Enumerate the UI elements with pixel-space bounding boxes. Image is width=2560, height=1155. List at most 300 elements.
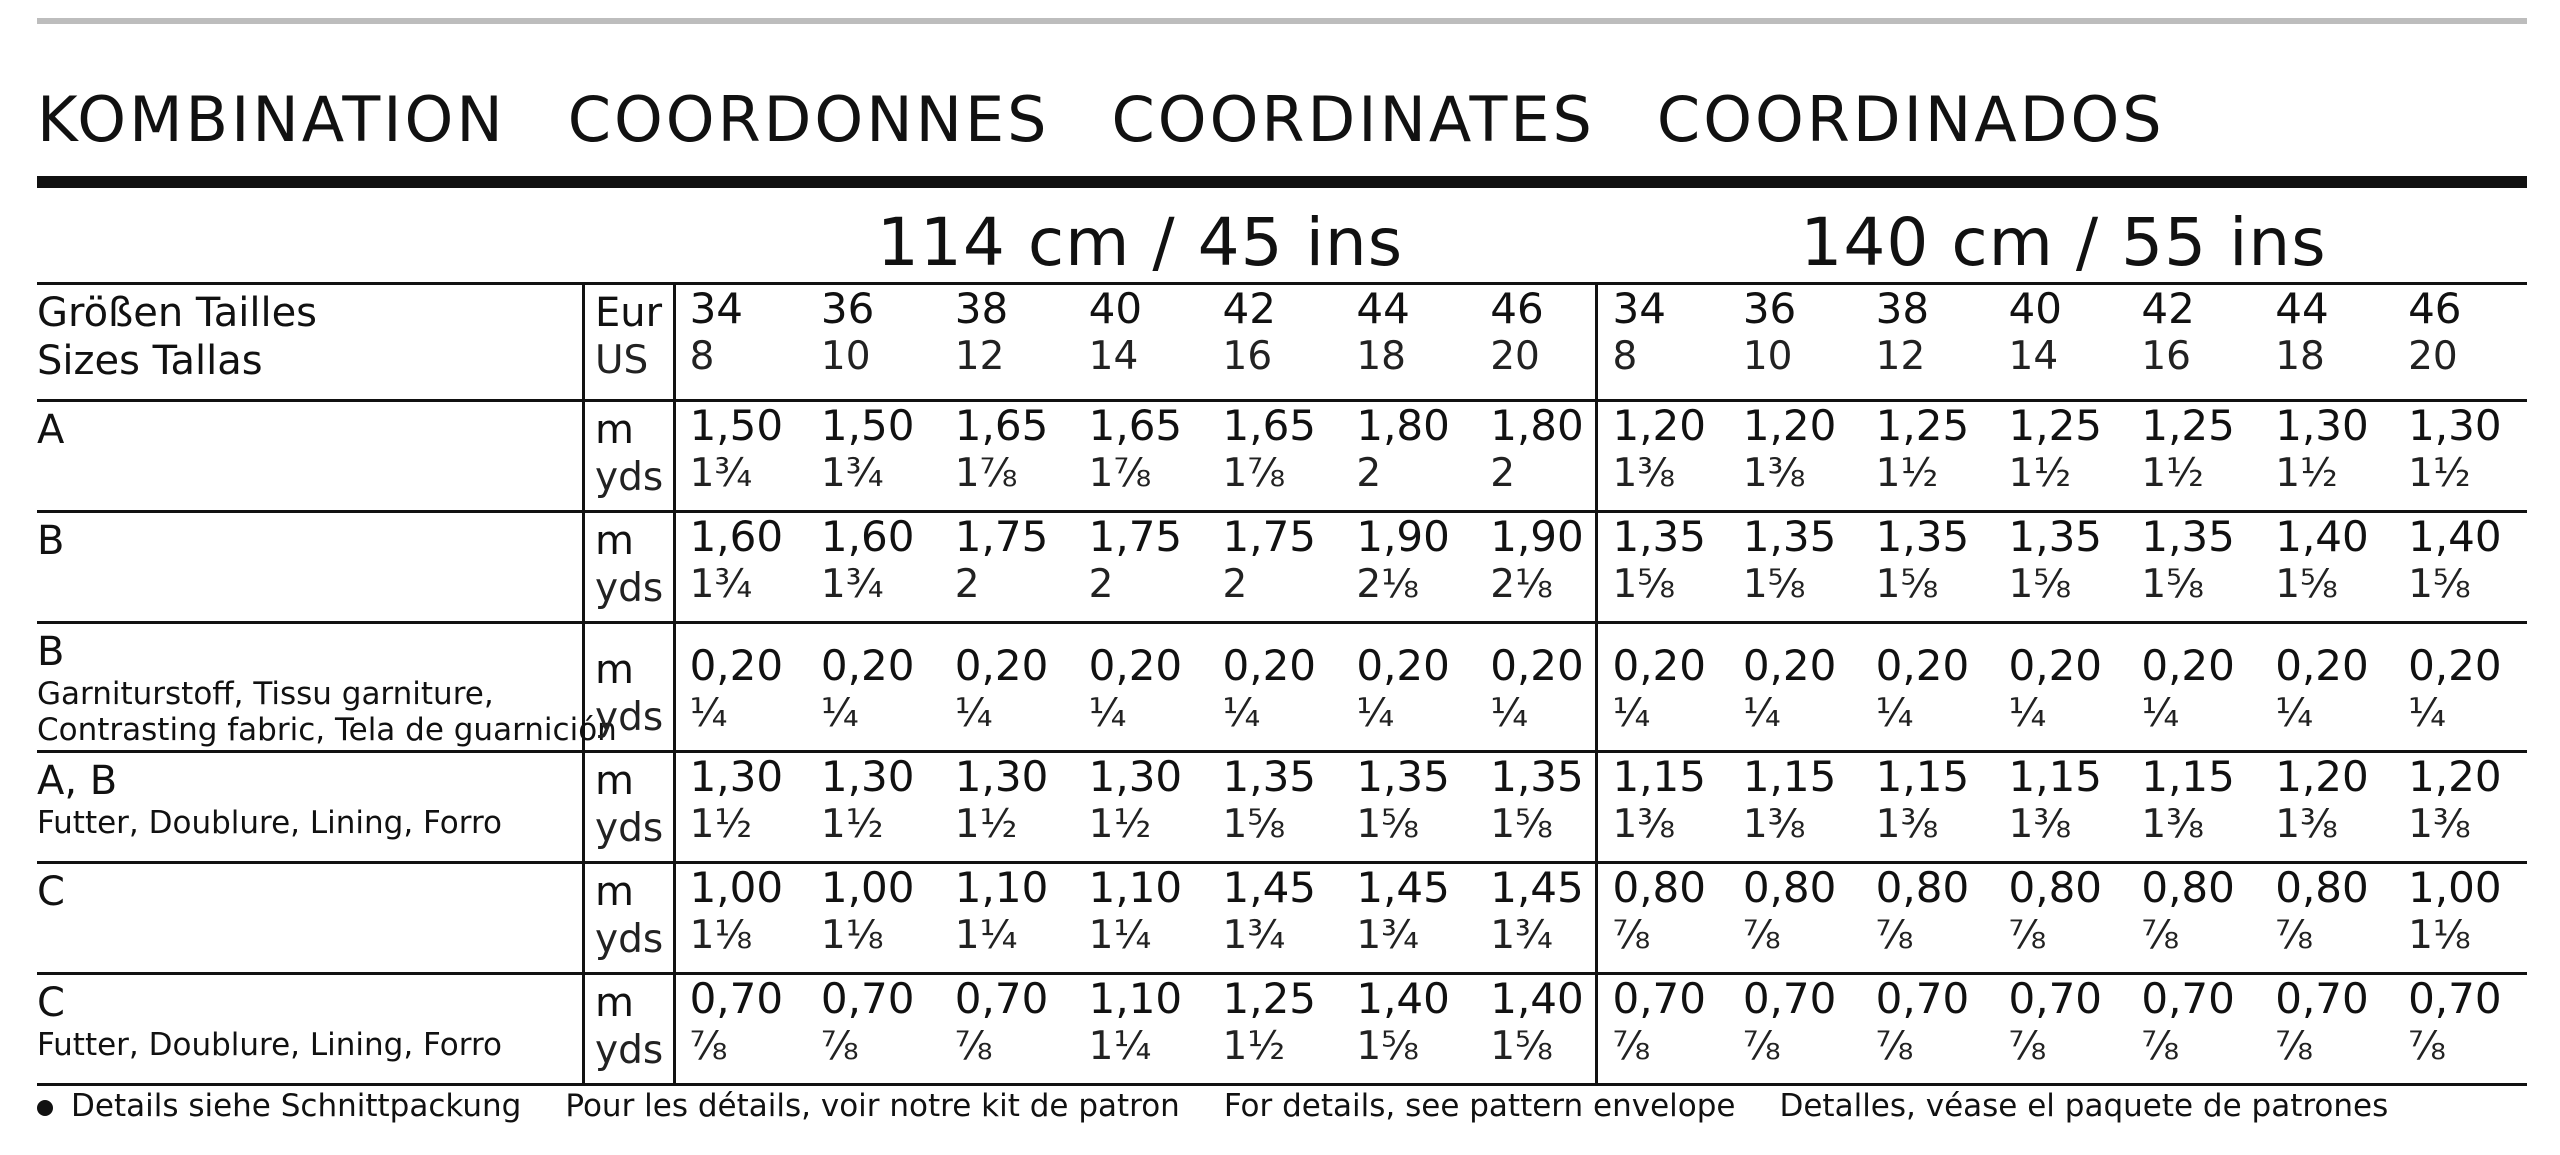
- yards-value: 2: [1088, 562, 1114, 607]
- yards-value: 1¼: [954, 913, 1018, 958]
- view-label: A, B: [37, 758, 118, 804]
- yards-value: 1¾: [689, 451, 753, 496]
- meters-value: 1,10: [1088, 974, 1183, 1023]
- meters-value: 1,65: [1222, 401, 1317, 450]
- size-cell: [2127, 284, 2261, 401]
- size-cell: [941, 284, 1075, 401]
- yardage-cell: [1862, 974, 1995, 1085]
- fabric-row-label: [37, 863, 584, 974]
- yardage-cell: [1075, 623, 1209, 752]
- yardage-cell: [2127, 401, 2261, 512]
- meters-value: 1,50: [820, 401, 915, 450]
- size-us: 18: [2275, 334, 2325, 379]
- yards-value: ⅞: [2141, 913, 2180, 958]
- yards-value: ¼: [1088, 691, 1127, 736]
- size-us: 10: [820, 334, 871, 379]
- fabric-type-label-2: Contrasting fabric, Tela de guarnición: [37, 712, 617, 748]
- fabric-row: [37, 512, 2527, 623]
- footer-note-fr: Pour les détails, voir notre kit de patron: [565, 1088, 1180, 1124]
- size-eur: 38: [1875, 284, 1930, 333]
- meters-value: 0,70: [2141, 974, 2235, 1023]
- yards-value: ¼: [689, 691, 728, 736]
- meters-value: 0,20: [1088, 641, 1183, 690]
- unit-us: US: [595, 338, 649, 383]
- fabric-row: [37, 401, 2527, 512]
- meters-value: 0,70: [954, 974, 1049, 1023]
- yardage-cell: [941, 401, 1075, 512]
- yardage-cell: [1476, 623, 1597, 752]
- yardage-cell: [807, 401, 941, 512]
- meters-value: 0,20: [1356, 641, 1450, 690]
- yardage-cell: [2127, 974, 2261, 1085]
- meters-value: 1,30: [2408, 401, 2502, 450]
- yards-value: 1⅜: [2008, 802, 2072, 847]
- title-french: COORDONNES: [567, 83, 1050, 156]
- yards-value: 1½: [1088, 802, 1152, 847]
- size-us: 12: [954, 334, 1005, 379]
- meters-value: 1,30: [820, 752, 915, 801]
- yardage-cell: [2127, 623, 2261, 752]
- yardage-cell: [1862, 512, 1995, 623]
- view-label: B: [37, 518, 65, 564]
- size-eur: 34: [1612, 284, 1666, 333]
- yardage-cell: [2261, 401, 2394, 512]
- size-us: 10: [1742, 334, 1793, 379]
- yards-value: 1¾: [1356, 913, 1419, 958]
- meters-value: 0,70: [820, 974, 915, 1023]
- yardage-cell: [2261, 863, 2394, 974]
- yards-value: 1¾: [820, 562, 884, 607]
- meters-value: 0,20: [1222, 641, 1317, 690]
- size-eur: 36: [820, 284, 875, 333]
- yards-value: 2: [1222, 562, 1248, 607]
- yardage-cell: [1209, 752, 1343, 863]
- yards-value: 1¼: [1088, 913, 1152, 958]
- yardage-cell: [1342, 512, 1476, 623]
- meters-value: 1,20: [2275, 752, 2369, 801]
- yards-value: ⅞: [1742, 913, 1781, 958]
- meters-value: 1,20: [1742, 401, 1837, 450]
- meters-value: 1,90: [1490, 512, 1584, 561]
- fabric-width-140: 140 cm / 55 ins: [1800, 204, 2327, 281]
- meters-value: 0,70: [2408, 974, 2502, 1023]
- size-cell: [2394, 284, 2527, 401]
- unit-m: m: [595, 869, 634, 915]
- yardage-cell: [2394, 512, 2527, 623]
- yards-value: 1⅝: [1490, 1024, 1553, 1069]
- yards-value: ⅞: [1742, 1024, 1781, 1069]
- size-eur: 42: [2141, 284, 2195, 333]
- size-eur: 44: [1356, 284, 1410, 333]
- meters-value: 0,20: [2008, 641, 2103, 690]
- yardage-cell: [1342, 401, 1476, 512]
- yards-value: 1⅛: [689, 913, 753, 958]
- unit-m: m: [595, 980, 634, 1026]
- yardage-cell: [1476, 401, 1597, 512]
- yardage-cell: [1597, 623, 1729, 752]
- yards-value: 1½: [2408, 451, 2471, 496]
- yardage-cell: [2261, 752, 2394, 863]
- yards-value: 2: [954, 562, 980, 607]
- meters-value: 0,20: [2408, 641, 2502, 690]
- yards-value: ⅞: [689, 1024, 728, 1069]
- yardage-cell: [941, 974, 1075, 1085]
- yards-value: ¼: [2408, 691, 2446, 736]
- yards-value: ¼: [1742, 691, 1781, 736]
- meters-value: 1,45: [1222, 863, 1317, 912]
- fabric-row: [37, 752, 2527, 863]
- unit-yds: yds: [595, 917, 664, 962]
- yardage-cell: [1729, 623, 1862, 752]
- meters-value: 0,80: [2008, 863, 2103, 912]
- size-eur: 44: [2275, 284, 2329, 333]
- unit-cell: [584, 863, 675, 974]
- yardage-cell: [1995, 512, 2128, 623]
- yards-value: 1½: [954, 802, 1018, 847]
- yards-value: ¼: [1356, 691, 1395, 736]
- size-cell: [1476, 284, 1597, 401]
- yardage-cell: [1597, 401, 1729, 512]
- yards-value: 1⅝: [2408, 562, 2471, 607]
- meters-value: 1,50: [689, 401, 784, 450]
- meters-value: 0,70: [2275, 974, 2369, 1023]
- meters-value: 0,20: [820, 641, 915, 690]
- yards-value: 1⅝: [1612, 562, 1676, 607]
- yardage-table: [37, 282, 2527, 1086]
- yardage-cell: [1597, 512, 1729, 623]
- yardage-cell: [1995, 401, 2128, 512]
- yardage-cell: [2394, 863, 2527, 974]
- unit-m: m: [595, 647, 634, 693]
- yardage-cell: [1209, 401, 1343, 512]
- meters-value: 1,15: [2008, 752, 2103, 801]
- yards-value: 1⅝: [1222, 802, 1286, 847]
- yards-value: 2⅛: [1490, 562, 1553, 607]
- yardage-cell: [1209, 863, 1343, 974]
- meters-value: 1,60: [820, 512, 915, 561]
- fabric-type-label: Futter, Doublure, Lining, Forro: [37, 805, 502, 841]
- yards-value: 1⅜: [2408, 802, 2471, 847]
- fabric-row-label: [37, 512, 584, 623]
- fabric-type-label: Futter, Doublure, Lining, Forro: [37, 1027, 502, 1063]
- yardage-cell: [674, 863, 807, 974]
- yards-value: ⅞: [2141, 1024, 2180, 1069]
- yards-value: 2⅛: [1356, 562, 1419, 607]
- yards-value: 1½: [820, 802, 884, 847]
- fabric-row-label: [37, 752, 584, 863]
- meters-value: 1,40: [1490, 974, 1584, 1023]
- meters-value: 1,00: [689, 863, 784, 912]
- meters-value: 0,20: [1490, 641, 1584, 690]
- size-us: 14: [2008, 334, 2059, 379]
- meters-value: 1,35: [1356, 752, 1450, 801]
- yardage-cell: [1209, 623, 1343, 752]
- yards-value: 1⅝: [1490, 802, 1553, 847]
- yardage-cell: [1862, 752, 1995, 863]
- yardage-cell: [1476, 752, 1597, 863]
- meters-value: 1,00: [2408, 863, 2502, 912]
- yards-value: ⅞: [1875, 1024, 1914, 1069]
- yards-value: 1⅜: [1742, 802, 1806, 847]
- unit-cell: [584, 974, 675, 1085]
- yards-value: 1⅛: [2408, 913, 2471, 958]
- yards-value: 1⅜: [1612, 802, 1676, 847]
- yardage-cell: [1729, 974, 1862, 1085]
- yards-value: 1¾: [820, 451, 884, 496]
- yards-value: ¼: [1490, 691, 1529, 736]
- meters-value: 0,20: [1742, 641, 1837, 690]
- yardage-cell: [2127, 752, 2261, 863]
- meters-value: 1,80: [1490, 401, 1584, 450]
- footer-note-de: Details siehe Schnittpackung: [37, 1082, 521, 1130]
- meters-value: 0,80: [1742, 863, 1837, 912]
- meters-value: 1,75: [954, 512, 1049, 561]
- unit-yds: yds: [595, 455, 664, 500]
- size-eur: 42: [1222, 284, 1276, 333]
- size-cell: [807, 284, 941, 401]
- yards-value: ¼: [954, 691, 993, 736]
- meters-value: 0,70: [1875, 974, 1970, 1023]
- size-cell: [1862, 284, 1995, 401]
- yards-value: 2: [1490, 451, 1516, 496]
- title-spanish: COORDINADOS: [1656, 83, 2165, 156]
- yards-value: ⅞: [954, 1024, 993, 1069]
- fabric-row: [37, 623, 2527, 752]
- meters-value: 1,35: [1742, 512, 1837, 561]
- meters-value: 1,35: [1875, 512, 1970, 561]
- meters-value: 1,35: [1490, 752, 1584, 801]
- yardage-cell: [2261, 623, 2394, 752]
- yardage-cell: [1075, 863, 1209, 974]
- footer-notes: [37, 1082, 2388, 1130]
- meters-value: 1,65: [954, 401, 1049, 450]
- meters-value: 1,45: [1356, 863, 1450, 912]
- yardage-cell: [807, 623, 941, 752]
- fabric-type-label: Garniturstoff, Tissu garniture,: [37, 676, 494, 712]
- yards-value: 1¾: [1490, 913, 1553, 958]
- yards-value: 1⅝: [2141, 562, 2204, 607]
- fabric-row: [37, 863, 2527, 974]
- size-label-line1: Größen Tailles: [37, 290, 318, 336]
- yardage-cell: [1862, 623, 1995, 752]
- meters-value: 0,20: [2275, 641, 2369, 690]
- yards-value: ⅞: [820, 1024, 859, 1069]
- fabric-row-label: [37, 974, 584, 1085]
- size-eur: 46: [1490, 284, 1544, 333]
- size-us: 20: [1490, 334, 1540, 379]
- meters-value: 1,35: [2141, 512, 2235, 561]
- yardage-cell: [2394, 623, 2527, 752]
- size-cell: [1995, 284, 2128, 401]
- view-label: C: [37, 869, 65, 915]
- yardage-cell: [1995, 863, 2128, 974]
- meters-value: 0,80: [2141, 863, 2235, 912]
- size-us: 20: [2408, 334, 2458, 379]
- yardage-cell: [807, 752, 941, 863]
- meters-value: 1,20: [2408, 752, 2502, 801]
- size-cell: [1729, 284, 1862, 401]
- yardage-cell: [1342, 974, 1476, 1085]
- size-us: 14: [1088, 334, 1139, 379]
- yards-value: 1¾: [689, 562, 753, 607]
- yards-value: ⅞: [1875, 913, 1914, 958]
- top-gray-rule: [37, 18, 2527, 24]
- yardage-cell: [674, 401, 807, 512]
- unit-eur: Eur: [595, 290, 663, 336]
- footer-note-es: Detalles, véase el paquete de patrones: [1779, 1088, 2389, 1124]
- meters-value: 1,25: [2141, 401, 2235, 450]
- yardage-cell: [1597, 863, 1729, 974]
- size-cell: [1209, 284, 1343, 401]
- meters-value: 1,20: [1612, 401, 1706, 450]
- yardage-cell: [1729, 752, 1862, 863]
- yards-value: ¼: [1875, 691, 1914, 736]
- meters-value: 1,80: [1356, 401, 1450, 450]
- size-eur: 38: [954, 284, 1009, 333]
- meters-value: 1,40: [2275, 512, 2369, 561]
- meters-value: 0,70: [1612, 974, 1706, 1023]
- meters-value: 1,90: [1356, 512, 1450, 561]
- meters-value: 1,35: [1222, 752, 1317, 801]
- yardage-cell: [807, 863, 941, 974]
- size-eur: 40: [1088, 284, 1143, 333]
- yardage-cell: [1342, 623, 1476, 752]
- title-underline-rule: [37, 176, 2527, 188]
- yards-value: 1⅜: [1612, 451, 1676, 496]
- meters-value: 1,15: [2141, 752, 2235, 801]
- yardage-cell: [1075, 401, 1209, 512]
- meters-value: 1,10: [1088, 863, 1183, 912]
- meters-value: 1,40: [2408, 512, 2502, 561]
- fabric-row: [37, 974, 2527, 1085]
- yards-value: 1⅝: [2008, 562, 2072, 607]
- meters-value: 1,35: [1612, 512, 1706, 561]
- yardage-cell: [1342, 752, 1476, 863]
- yards-value: 1½: [2008, 451, 2072, 496]
- yardage-cell: [1862, 863, 1995, 974]
- yardage-cell: [674, 512, 807, 623]
- meters-value: 1,15: [1742, 752, 1837, 801]
- unit-cell: [584, 401, 675, 512]
- yardage-cell: [674, 752, 807, 863]
- size-header-row: [37, 284, 2527, 401]
- yards-value: 1⅝: [1742, 562, 1806, 607]
- yardage-cell: [2394, 974, 2527, 1085]
- unit-m: m: [595, 758, 634, 804]
- yardage-cell: [674, 623, 807, 752]
- yardage-cell: [1075, 974, 1209, 1085]
- meters-value: 0,70: [1742, 974, 1837, 1023]
- meters-value: 1,15: [1612, 752, 1706, 801]
- unit-m: m: [595, 518, 634, 564]
- yardage-cell: [1075, 512, 1209, 623]
- yards-value: ⅞: [2275, 913, 2314, 958]
- unit-cell: [584, 752, 675, 863]
- yardage-cell: [1476, 512, 1597, 623]
- yardage-cell: [1729, 512, 1862, 623]
- yardage-cell: [941, 512, 1075, 623]
- size-us: 12: [1875, 334, 1926, 379]
- yardage-cell: [2394, 401, 2527, 512]
- bullet-icon: [37, 1100, 53, 1116]
- meters-value: 1,30: [1088, 752, 1183, 801]
- yardage-cell: [1342, 863, 1476, 974]
- yards-value: 1¾: [1222, 913, 1286, 958]
- size-label-line2: Sizes Tallas: [37, 338, 263, 384]
- unit-m: m: [595, 407, 634, 453]
- yardage-cell: [2261, 974, 2394, 1085]
- yards-value: ⅞: [2275, 1024, 2314, 1069]
- yards-value: 1⅞: [1222, 451, 1286, 496]
- yards-value: ⅞: [2008, 913, 2047, 958]
- view-label: B: [37, 629, 65, 675]
- size-eur: 34: [689, 284, 744, 333]
- yardage-cell: [1209, 974, 1343, 1085]
- size-unit-cell: [584, 284, 675, 401]
- yards-value: 1½: [1222, 1024, 1286, 1069]
- title-english: COORDINATES: [1111, 83, 1595, 156]
- meters-value: 0,80: [2275, 863, 2369, 912]
- yardage-cell: [1862, 401, 1995, 512]
- yards-value: 1½: [689, 802, 753, 847]
- section-title-row: [37, 80, 2165, 160]
- unit-yds: yds: [595, 806, 664, 851]
- yardage-cell: [807, 974, 941, 1085]
- yards-value: ¼: [2008, 691, 2047, 736]
- fabric-row-label: [37, 623, 617, 752]
- size-us: 16: [1222, 334, 1273, 379]
- size-cell: [674, 284, 807, 401]
- meters-value: 1,30: [2275, 401, 2369, 450]
- yardage-cell: [1476, 974, 1597, 1085]
- yards-value: ¼: [2275, 691, 2314, 736]
- fabric-row-label: [37, 401, 584, 512]
- meters-value: 1,75: [1088, 512, 1183, 561]
- meters-value: 0,80: [1612, 863, 1706, 912]
- size-us: 18: [1356, 334, 1406, 379]
- yardage-cell: [941, 623, 1075, 752]
- yards-value: 1½: [2141, 451, 2204, 496]
- unit-cell: [584, 623, 675, 752]
- yardage-cell: [1075, 752, 1209, 863]
- meters-value: 0,20: [954, 641, 1049, 690]
- yards-value: 1⅞: [954, 451, 1018, 496]
- size-us: 8: [1612, 334, 1638, 379]
- meters-value: 1,25: [1222, 974, 1317, 1023]
- yards-value: 1⅜: [1742, 451, 1806, 496]
- meters-value: 1,15: [1875, 752, 1970, 801]
- yards-value: ¼: [820, 691, 859, 736]
- fabric-width-114: 114 cm / 45 ins: [876, 204, 1404, 281]
- yards-value: 2: [1356, 451, 1382, 496]
- size-header-label: [37, 284, 584, 401]
- meters-value: 1,25: [1875, 401, 1970, 450]
- size-us: 16: [2141, 334, 2191, 379]
- meters-value: 1,35: [2008, 512, 2103, 561]
- yardage-cell: [941, 752, 1075, 863]
- yards-value: ⅞: [1612, 913, 1651, 958]
- yardage-cell: [674, 974, 807, 1085]
- meters-value: 1,10: [954, 863, 1049, 912]
- yards-value: 1⅝: [1875, 562, 1939, 607]
- size-cell: [2261, 284, 2394, 401]
- meters-value: 1,30: [954, 752, 1049, 801]
- meters-value: 1,40: [1356, 974, 1450, 1023]
- yardage-cell: [2127, 863, 2261, 974]
- yards-value: ⅞: [1612, 1024, 1651, 1069]
- yardage-cell: [2394, 752, 2527, 863]
- yardage-cell: [941, 863, 1075, 974]
